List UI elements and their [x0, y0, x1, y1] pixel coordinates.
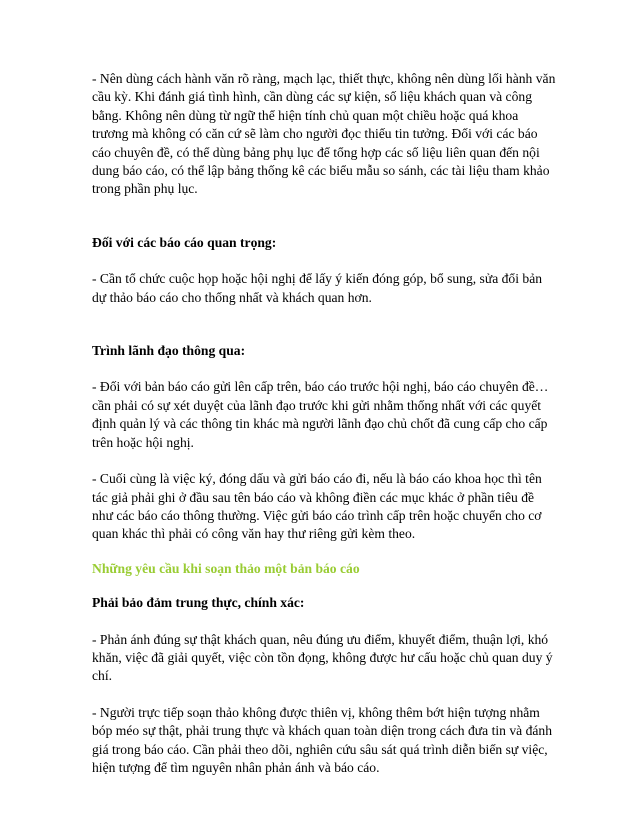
paragraph-conference: - Cần tổ chức cuộc họp hoặc hội nghị để lấy ý kiến đóng góp, bổ sung, sửa đổi bản dự thảo báo cáo cho thống nhất và khách quan hơn.	[92, 271, 543, 305]
paragraph-writing-style: - Nên dùng cách hành văn rõ ràng, mạch lạc, thiết thực, không nên dùng lối hành văn cầu kỳ. Khi đánh giá tình hình, cần dùng các sự kiện, số liệu khách quan và công bằng. Không nên dùng từ ngữ thể hiện tính chủ quan một chiều hoặc quá khoa trương mà không có căn cứ sẽ làm cho người đọc thiếu tin tưởng. Đối với các báo cáo chuyên đề, có thể dùng bảng phụ lục để tổng hợp các số liệu liên quan đến nội dung báo cáo, có thể lập bảng thống kê các biểu mẫu so sánh, các tài liệu tham khảo trong phần phụ lục.	[92, 71, 556, 197]
paragraph-approval: - Đối với bản báo cáo gửi lên cấp trên, báo cáo trước hội nghị, báo cáo chuyên đề… cần phải có sự xét duyệt của lãnh đạo trước khi gửi nhằm thống nhất với các quyết định quản lý và các thông tin khác mà người lãnh đạo chủ chốt đã cung cấp cho cấp trên hoặc hội nghị.	[92, 379, 549, 450]
paragraph-author-impartial: - Người trực tiếp soạn thảo không được thiên vị, không thêm bớt hiện tượng nhằm bóp méo sự thật, phải trung thực và khách quan toàn diện trong cách đưa tin và đánh giá trong báo cáo. Cần phải theo dõi, nghiên cứu sâu sát quá trình diễn biến sự việc, hiện tượng để tìm nguyên nhân phản ánh và báo cáo.	[92, 704, 552, 775]
heading-important-reports: Đối với các báo cáo quan trọng:	[92, 234, 277, 250]
heading-leader-approval: Trình lãnh đạo thông qua:	[92, 343, 246, 359]
heading-honesty: Phải bảo đảm trung thực, chính xác:	[92, 595, 305, 611]
paragraph-objective: - Phản ánh đúng sự thật khách quan, nêu đúng ưu điểm, khuyết điểm, thuận lợi, khó khăn, việc đã giải quyết, việc còn tồn đọng, không được hư cấu hoặc chủ quan duy ý chí.	[92, 631, 553, 684]
paragraph-signing: - Cuối cùng là việc ký, đóng dấu và gửi báo cáo đi, nếu là báo cáo khoa học thì tên tác giả phải ghi ở đầu sau tên báo cáo và không điền các mục khác ở phần tiêu đề như các báo cáo thông thường. Việc gửi báo cáo trình cấp trên hoặc chuyển cho cơ quan khác thì phải có công văn hay thư riêng gửi kèm theo.	[92, 471, 542, 542]
section-title-requirements: Những yêu cầu khi soạn thảo một bản báo cáo	[92, 560, 360, 576]
document-page	[92, 70, 557, 777]
